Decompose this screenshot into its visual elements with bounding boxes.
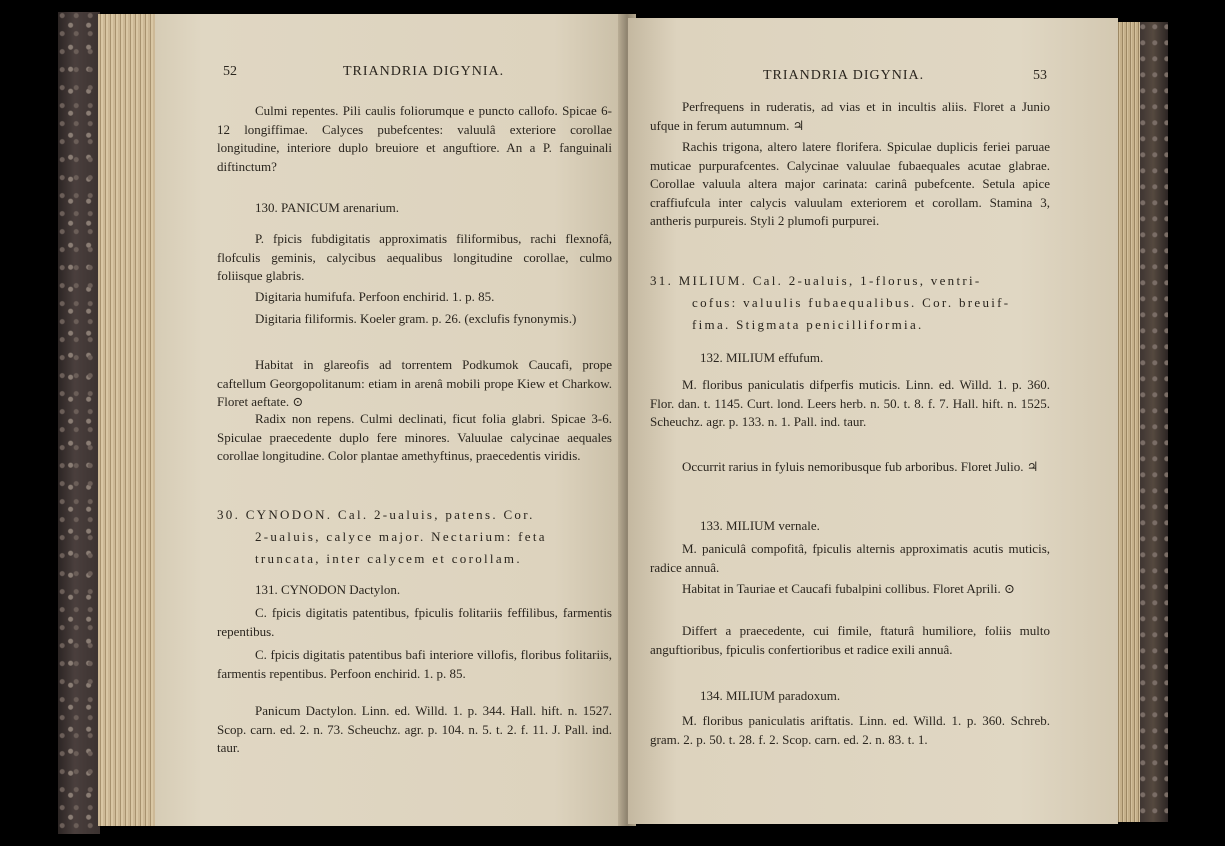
paragraph: Perfrequens in ruderatis, ad vias et in incultis aliis. Floret a Junio ufque in ferum autumnum. ♃	[650, 99, 1050, 133]
paragraph: C. fpicis digitatis patentibus, fpiculis folitariis feffilibus, farmentis repentibus.	[217, 605, 612, 639]
paragraph: C. fpicis digitatis patentibus bafi interiore villofis, floribus folitariis, farmentis repentibus. Perfoon enchirid. 1. p. 85.	[217, 647, 612, 681]
book-cover-right	[1138, 22, 1168, 822]
genus-line: 31. MILIUM. Cal. 2-ualuis, 1-florus, ventri-	[650, 273, 982, 288]
paragraph: Differt a praecedente, cui fimile, ftaturâ humiliore, foliis multo anguftioribus, fpiculis confertioribus et radice exili annuâ.	[650, 623, 1050, 657]
paragraph: Habitat in glareofis ad torrentem Podkumok Caucafi, prope caftellum Georgopolitanum: etiam in arenâ mobili prope Kiew et Charkow. Floret aeftate. ⊙	[217, 357, 612, 409]
paragraph: Culmi repentes. Pili caulis foliorumque e puncto callofo. Spicae 6-12 longiffimae. Calyces pubefcentes: valuulâ exteriore corollae longitudine, interiore duplo breuiore et anguftiore. An a P. fanguinali diftinctum?	[217, 103, 612, 174]
genus-line: truncata, inter calycem et corollam.	[255, 551, 522, 566]
page-edges-right	[1116, 22, 1140, 822]
genus-line: fima. Stigmata penicilliformia.	[692, 317, 924, 332]
paragraph: P. fpicis fubdigitatis approximatis filiformibus, rachi flexnofâ, flofculis geminis, calycibus aequalibus longitudine corollae, culmo foliisque glabris.	[217, 231, 612, 283]
book-cover-left	[58, 12, 100, 834]
paragraph: Digitaria filiformis. Koeler gram. p. 26. (exclufis fynonymis.)	[255, 311, 577, 326]
running-head-right: TRIANDRIA DIGYNIA.	[763, 68, 925, 83]
species-heading: 133. MILIUM vernale.	[700, 518, 820, 533]
species-heading: 130. PANICUM arenarium.	[255, 200, 399, 215]
genus-description	[217, 504, 617, 570]
paragraph: Radix non repens. Culmi declinati, ficut folia glabri. Spicae 3-6. Spiculae praecedente duplo fere minores. Valuulae calycinae aequales corollae longitudine. Color plantae amethyftinus, praecedentis viridis.	[217, 411, 612, 463]
paragraph: Panicum Dactylon. Linn. ed. Willd. 1. p. 344. Hall. hift. n. 1527. Scop. carn. ed. 2. n. 73. Scheuchz. agr. p. 104. n. 5. t. 2. f. 11. J. Pall. ind. taur.	[217, 703, 612, 755]
species-heading: 131. CYNODON Dactylon.	[255, 582, 401, 597]
page-edges-left	[98, 14, 156, 826]
page-number-left: 52	[223, 64, 237, 79]
paragraph: Digitaria humifufa. Perfoon enchirid. 1. p. 85.	[255, 289, 495, 304]
left-page	[155, 14, 625, 826]
paragraph: M. paniculâ compofitâ, fpiculis alternis approximatis acutis muticis, radice annuâ.	[650, 541, 1050, 575]
genus-line: cofus: valuulis fubaequalibus. Cor. breuif-	[692, 295, 1011, 310]
species-heading: 134. MILIUM paradoxum.	[700, 688, 841, 703]
paragraph: M. floribus paniculatis ariftatis. Linn. ed. Willd. 1. p. 360. Schreb. gram. 2. p. 50. t. 28. f. 2. Scop. carn. ed. 2. n. 83. t. 1.	[650, 713, 1050, 747]
right-page	[628, 18, 1118, 824]
species-heading: 132. MILIUM effufum.	[700, 350, 824, 365]
paragraph: Rachis trigona, altero latere florifera. Spiculae duplicis feriei paruae muticae purpurafcentes. Calycinae valuulae fubaequales acutae glabrae. Corollae valuula altera major carinata: carinâ pubefcente. Setula apice craffiufcula inter calycis valuulam exteriorem et corollam. Stamina 3, antheris purpureis. Styli 2 plumofi purpurei.	[650, 139, 1050, 228]
paragraph: Occurrit rarius in fyluis nemoribusque fub arboribus. Floret Julio. ♃	[682, 459, 1039, 474]
paragraph: Habitat in Tauriae et Caucafi fubalpini collibus. Floret Aprili. ⊙	[682, 581, 1015, 596]
genus-line: 30. CYNODON. Cal. 2-ualuis, patens. Cor.	[217, 507, 535, 522]
genus-description	[650, 270, 1055, 336]
genus-line: 2-ualuis, calyce major. Nectarium: feta	[255, 529, 547, 544]
running-head-left: TRIANDRIA DIGYNIA.	[343, 64, 505, 79]
page-number-right: 53	[1033, 68, 1047, 83]
paragraph: M. floribus paniculatis difperfis muticis. Linn. ed. Willd. 1. p. 360. Flor. dan. t. 1145. Curt. lond. Leers herb. n. 50. t. 8. f. 7. Hall. hift. n. 1525. Scheuchz. agr. p. 133. n. 1. Pall. ind. taur.	[650, 377, 1050, 429]
